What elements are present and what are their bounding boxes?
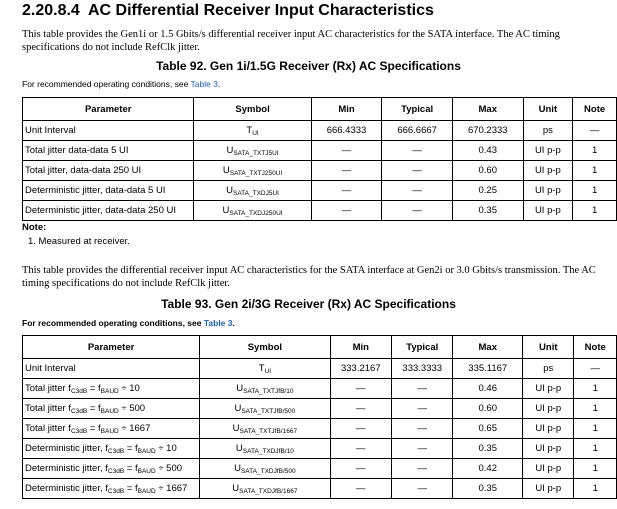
note-cell: 1: [574, 419, 617, 439]
note-cell: 1: [574, 459, 617, 479]
symbol-subscript: SATA_TXTJfB/500: [241, 408, 296, 415]
parameter-cell: Unit Interval: [23, 359, 200, 379]
table2-header-cell: Note: [574, 336, 617, 359]
table1-header-cell: Note: [573, 98, 617, 121]
parameter-subscript: C3dB: [107, 468, 125, 475]
parameter-text: ÷ 10: [155, 443, 177, 454]
parameter-subscript: BAUD: [100, 388, 119, 395]
parameter-subscript: C3dB: [70, 388, 88, 395]
unit-cell: UI p-p: [523, 141, 573, 161]
table-row: [23, 201, 617, 221]
unit-cell: UI p-p: [523, 419, 574, 439]
max-cell: 0.35: [453, 439, 523, 459]
note-cell: 1: [574, 479, 617, 499]
parameter-cell: [23, 419, 200, 439]
max-cell: 0.65: [453, 419, 523, 439]
symbol-main: U: [234, 463, 241, 474]
parameter-text: Deterministic jitter, f: [25, 463, 108, 474]
table2-conditions: [22, 318, 235, 328]
note-cell: 1: [574, 439, 617, 459]
symbol-cell: [200, 459, 330, 479]
table-row: [23, 121, 617, 141]
note-cell: 1: [574, 399, 617, 419]
table2-conditions-text: For recommended operating conditions, see: [22, 318, 204, 328]
parameter-cell: [23, 399, 200, 419]
typical-cell: —: [382, 181, 453, 201]
parameter-subscript: C3dB: [107, 488, 125, 495]
typical-cell: 666.6667: [382, 121, 453, 141]
typical-cell: —: [392, 439, 453, 459]
table1: [22, 97, 617, 221]
note-item: 1. Measured at receiver.: [28, 236, 130, 247]
table-row: [23, 439, 617, 459]
table-row: [23, 161, 617, 181]
note-cell: 1: [573, 181, 617, 201]
symbol-subscript: SATA_TXTJ250UI: [229, 170, 283, 177]
typical-cell: —: [392, 399, 453, 419]
note-cell: —: [574, 359, 617, 379]
max-cell: 0.35: [452, 201, 523, 221]
note-cell: 1: [573, 161, 617, 181]
min-cell: 333.2167: [330, 359, 391, 379]
intro-paragraph-1: This table provides the Gen1i or 1.5 Gbits/s differential receiver input AC characteristics for the SATA interface. The AC timing specifications do not include RefClk jitter.: [22, 29, 560, 53]
parameter-cell: Unit Interval: [23, 121, 194, 141]
typical-cell: —: [392, 459, 453, 479]
symbol-main: U: [222, 205, 230, 216]
min-cell: —: [330, 399, 391, 419]
typical-cell: —: [392, 419, 453, 439]
table1-conditions-suffix: .: [217, 79, 221, 89]
table2-header-cell: Min: [330, 336, 391, 359]
symbol-subscript: SATA_TXTJ5UI: [233, 150, 279, 157]
symbol-cell: [200, 479, 330, 499]
max-cell: 0.46: [453, 379, 523, 399]
table-row: [23, 459, 617, 479]
unit-cell: UI p-p: [523, 161, 573, 181]
min-cell: —: [330, 479, 391, 499]
parameter-cell: Total jitter, data-data 250 UI: [23, 161, 194, 181]
parameter-text: Total jitter f: [25, 383, 71, 394]
parameter-text: = f: [124, 443, 138, 454]
parameter-text: ÷ 1667: [118, 423, 151, 434]
unit-cell: UI p-p: [523, 459, 574, 479]
table1-caption: Table 92. Gen 1i/1.5G Receiver (Rx) AC Specifications: [156, 59, 461, 73]
table-row: [23, 379, 617, 399]
unit-cell: UI p-p: [523, 399, 574, 419]
symbol-subscript: SATA_TXDJ5UI: [232, 190, 279, 197]
note-cell: —: [573, 121, 617, 141]
table2-header-cell: Max: [453, 336, 523, 359]
symbol-main: U: [236, 383, 244, 394]
parameter-text: = f: [87, 383, 101, 394]
table1-header-cell: Max: [452, 98, 523, 121]
parameter-text: = f: [124, 483, 138, 494]
table-row: [23, 359, 617, 379]
parameter-subscript: BAUD: [100, 408, 119, 415]
max-cell: 0.25: [452, 181, 523, 201]
table1-conditions-link[interactable]: Table 3: [190, 79, 218, 89]
typical-cell: —: [382, 141, 453, 161]
unit-cell: UI p-p: [523, 181, 573, 201]
parameter-text: ÷ 10: [118, 383, 140, 394]
parameter-cell: [23, 439, 200, 459]
note-cell: 1: [573, 201, 617, 221]
table-row: [23, 181, 617, 201]
symbol-main: T: [258, 363, 265, 374]
parameter-subscript: BAUD: [137, 448, 156, 455]
table2-header-row: [23, 336, 617, 359]
parameter-cell: Deterministic jitter, data-data 250 UI: [23, 201, 194, 221]
symbol-main: U: [235, 443, 243, 454]
symbol-subscript: UI: [264, 368, 272, 375]
symbol-main: U: [222, 165, 230, 176]
parameter-subscript: C3dB: [70, 408, 88, 415]
unit-cell: ps: [523, 121, 573, 141]
parameter-subscript: C3dB: [107, 448, 125, 455]
min-cell: —: [330, 439, 391, 459]
table2-conditions-suffix: .: [232, 318, 235, 328]
parameter-text: Total jitter f: [25, 403, 71, 414]
symbol-main: U: [232, 423, 240, 434]
max-cell: 0.60: [452, 161, 523, 181]
parameter-text: ÷ 500: [118, 403, 146, 414]
parameter-text: = f: [124, 463, 138, 474]
parameter-subscript: BAUD: [137, 468, 156, 475]
section-number: 2.20.8.4: [22, 2, 80, 19]
table1-header-cell: Unit: [523, 98, 573, 121]
table1-header-cell: Typical: [382, 98, 453, 121]
symbol-main: T: [246, 125, 253, 136]
symbol-subscript: SATA_TXDJfB/1667: [239, 488, 298, 495]
symbol-cell: [194, 141, 311, 161]
table2-caption: Table 93. Gen 2i/3G Receiver (Rx) AC Specifications: [161, 297, 456, 311]
table1-header-cell: Parameter: [23, 98, 194, 121]
symbol-main: U: [226, 145, 234, 156]
max-cell: 0.43: [452, 141, 523, 161]
unit-cell: ps: [523, 359, 574, 379]
unit-cell: UI p-p: [523, 201, 573, 221]
symbol-subscript: SATA_TXTJfB/10: [243, 388, 294, 395]
symbol-cell: [200, 399, 330, 419]
table2: [22, 335, 617, 499]
symbol-main: U: [234, 403, 242, 414]
table1-header-cell: Min: [311, 98, 382, 121]
min-cell: —: [311, 181, 382, 201]
parameter-subscript: BAUD: [137, 488, 156, 495]
symbol-cell: [200, 419, 330, 439]
table2-header-cell: Typical: [392, 336, 453, 359]
symbol-cell: [200, 359, 330, 379]
symbol-main: U: [226, 185, 233, 196]
parameter-text: ÷ 500: [155, 463, 183, 474]
unit-cell: UI p-p: [523, 379, 574, 399]
parameter-cell: Total jitter data-data 5 UI: [23, 141, 194, 161]
parameter-text: = f: [87, 403, 101, 414]
table2-header-cell: Unit: [523, 336, 574, 359]
parameter-text: ÷ 1667: [155, 483, 188, 494]
typical-cell: —: [392, 479, 453, 499]
parameter-subscript: BAUD: [100, 428, 119, 435]
table1-header-row: [23, 98, 617, 121]
table2-header-cell: Symbol: [200, 336, 330, 359]
symbol-subscript: UI: [252, 130, 259, 137]
min-cell: —: [311, 161, 382, 181]
parameter-cell: [23, 479, 200, 499]
table1-header-cell: Symbol: [194, 98, 311, 121]
symbol-cell: [194, 201, 311, 221]
table2-conditions-link[interactable]: Table 3: [203, 318, 233, 328]
symbol-cell: [194, 181, 311, 201]
table1-conditions-text: For recommended operating conditions, see: [22, 79, 191, 89]
max-cell: 0.42: [453, 459, 523, 479]
typical-cell: 333.3333: [392, 359, 453, 379]
max-cell: 0.35: [453, 479, 523, 499]
max-cell: 335.1167: [453, 359, 523, 379]
note-cell: 1: [574, 379, 617, 399]
parameter-text: Deterministic jitter, f: [25, 483, 108, 494]
parameter-text: Total jitter f: [25, 423, 71, 434]
parameter-text: = f: [87, 423, 101, 434]
min-cell: —: [311, 141, 382, 161]
table2-header-cell: Parameter: [23, 336, 200, 359]
unit-cell: UI p-p: [523, 439, 574, 459]
symbol-cell: [194, 121, 311, 141]
table1-conditions: [22, 79, 220, 89]
typical-cell: —: [392, 379, 453, 399]
symbol-subscript: SATA_TXDJfB/10: [242, 448, 294, 455]
unit-cell: UI p-p: [523, 479, 574, 499]
section-title: AC Differential Receiver Input Characteristics: [88, 2, 434, 19]
parameter-text: Deterministic jitter, f: [25, 443, 108, 454]
max-cell: 0.60: [453, 399, 523, 419]
parameter-subscript: C3dB: [70, 428, 88, 435]
max-cell: 670.2333: [452, 121, 523, 141]
min-cell: 666.4333: [311, 121, 382, 141]
note-cell: 1: [573, 141, 617, 161]
symbol-subscript: SATA_TXTJfB/1667: [239, 428, 298, 435]
symbol-cell: [200, 379, 330, 399]
notes-title: Note:: [22, 222, 47, 233]
intro-paragraph-2: This table provides the differential receiver input AC characteristics for the SATA interface at Gen2i or 3.0 Gbits/s transmission. The AC timing specifications do not include RefClk jitter.: [22, 265, 596, 289]
symbol-main: U: [232, 483, 240, 494]
min-cell: —: [330, 419, 391, 439]
table-row: [23, 141, 617, 161]
parameter-cell: [23, 459, 200, 479]
parameter-cell: Deterministic jitter, data-data 5 UI: [23, 181, 194, 201]
min-cell: —: [330, 379, 391, 399]
symbol-cell: [200, 439, 330, 459]
min-cell: —: [330, 459, 391, 479]
section-heading: [22, 2, 434, 20]
typical-cell: —: [382, 201, 453, 221]
symbol-cell: [194, 161, 311, 181]
typical-cell: —: [382, 161, 453, 181]
table-row: [23, 399, 617, 419]
symbol-subscript: SATA_TXDJfB/500: [240, 468, 296, 475]
table-row: [23, 479, 617, 499]
symbol-subscript: SATA_TXDJ250UI: [229, 210, 283, 217]
parameter-cell: [23, 379, 200, 399]
table-row: [23, 419, 617, 439]
min-cell: —: [311, 201, 382, 221]
